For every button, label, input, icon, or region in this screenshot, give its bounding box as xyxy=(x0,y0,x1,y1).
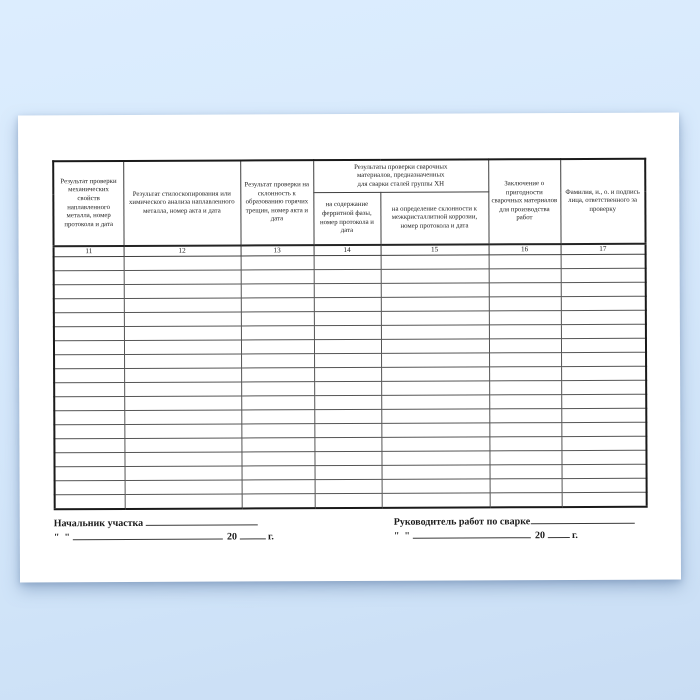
table-cell xyxy=(381,283,489,297)
table-cell xyxy=(381,381,489,395)
table-cell xyxy=(124,340,241,355)
table-cell xyxy=(124,396,241,411)
table-cell xyxy=(124,284,241,299)
welding-materials-journal-table xyxy=(52,158,648,511)
table-cell xyxy=(125,494,242,509)
table-cell xyxy=(125,480,242,495)
table-cell xyxy=(381,353,489,367)
column-number-14: 14 xyxy=(314,245,381,256)
table-cell xyxy=(490,479,562,493)
table-cell xyxy=(241,354,314,368)
table-cell xyxy=(54,439,124,453)
table-cell xyxy=(55,467,125,481)
table-cell xyxy=(489,367,561,381)
table-cell xyxy=(315,479,382,493)
table-cell xyxy=(561,408,646,422)
table-cell xyxy=(381,339,489,353)
table-cell xyxy=(54,411,124,425)
table-cell xyxy=(561,352,646,366)
table-cell xyxy=(54,355,124,369)
day-quotes: " " xyxy=(393,530,410,542)
table-cell xyxy=(242,480,315,494)
column-number-17: 17 xyxy=(561,244,646,255)
fill-in-line xyxy=(548,528,570,538)
table-cell xyxy=(561,366,646,380)
table-cell xyxy=(124,410,241,425)
signature-label: Начальник участка xyxy=(53,517,144,530)
table-cell xyxy=(561,422,646,436)
table-cell xyxy=(314,269,381,283)
table-cell xyxy=(241,438,314,452)
table-cell xyxy=(561,282,646,296)
fill-in-line xyxy=(73,530,223,541)
table-cell xyxy=(54,453,124,467)
table-cell xyxy=(382,493,490,508)
table-cell xyxy=(54,341,124,355)
group-header: Результаты проверки сварочных материалов, предназначенных для сварки сталей группы ХН xyxy=(313,159,488,192)
table-cell xyxy=(489,395,561,409)
table-cell xyxy=(561,394,646,408)
table-cell xyxy=(315,465,382,479)
table-header xyxy=(53,159,645,257)
table-cell xyxy=(381,269,489,283)
year-suffix: г. xyxy=(571,530,578,542)
table-cell xyxy=(314,381,381,395)
table-cell xyxy=(242,466,315,480)
column-number-11: 11 xyxy=(54,246,124,257)
signature-line-2 xyxy=(54,529,274,544)
table-cell xyxy=(382,465,490,479)
table-cell xyxy=(314,423,381,437)
table-cell xyxy=(54,369,124,383)
column-number-12: 12 xyxy=(124,245,241,256)
table-cell xyxy=(314,311,381,325)
table-cell xyxy=(241,270,314,284)
signature-line-1 xyxy=(54,515,274,530)
table-cell xyxy=(54,327,124,341)
table-cell xyxy=(124,452,241,467)
table-cell xyxy=(561,450,646,464)
year-suffix: г. xyxy=(267,531,274,543)
table-cell xyxy=(124,382,241,397)
table-cell xyxy=(314,367,381,381)
table-cell xyxy=(314,339,381,353)
table-cell xyxy=(381,423,489,437)
table-cell xyxy=(241,410,314,424)
table-cell xyxy=(241,368,314,382)
header-row-top xyxy=(53,159,645,194)
table-cell xyxy=(315,493,382,508)
table-cell xyxy=(314,255,381,269)
table-body xyxy=(54,254,647,509)
table-cell xyxy=(124,368,241,383)
table-cell xyxy=(489,325,561,339)
table-cell xyxy=(489,353,561,367)
table-cell xyxy=(241,424,314,438)
table-cell xyxy=(55,495,125,510)
table-cell xyxy=(561,380,646,394)
day-quotes: " " xyxy=(53,532,70,544)
table-cell xyxy=(54,271,124,285)
table-cell xyxy=(381,325,489,339)
table-cell xyxy=(489,423,561,437)
table-cell xyxy=(314,325,381,339)
table-cell xyxy=(381,409,489,423)
table-cell xyxy=(241,340,314,354)
table-cell xyxy=(124,424,241,439)
table-cell xyxy=(241,326,314,340)
table-cell xyxy=(381,255,489,269)
table-cell xyxy=(241,396,314,410)
table-cell xyxy=(562,464,647,478)
table-cell xyxy=(489,311,561,325)
table-cell xyxy=(54,383,124,397)
table-cell xyxy=(54,425,124,439)
table-cell xyxy=(490,465,562,479)
table-cell xyxy=(124,326,241,341)
year-prefix: 20 xyxy=(534,530,545,542)
table-cell xyxy=(381,311,489,325)
table-cell xyxy=(314,409,381,423)
table-cell xyxy=(54,299,124,313)
table-cell xyxy=(241,284,314,298)
table-cell xyxy=(489,437,561,451)
table-cell xyxy=(381,395,489,409)
table-cell xyxy=(124,312,241,327)
table-cell xyxy=(489,297,561,311)
table-cell xyxy=(489,451,561,465)
table-cell xyxy=(561,324,646,338)
table-cell xyxy=(314,451,381,465)
table-cell xyxy=(314,297,381,311)
table-cell xyxy=(314,395,381,409)
table-cell xyxy=(241,298,314,312)
column-header-13: Результат проверки на склонность к образованию горячих трещин, номер акта и дата xyxy=(240,160,313,245)
table-cell xyxy=(241,312,314,326)
column-header-15: на определение склонности к межкристаллитной коррозии, номер протокола и дата xyxy=(380,192,488,245)
table-cell xyxy=(561,338,646,352)
column-header-17: Фамилия, и., о. и подпись лица, ответственного за проверку xyxy=(560,159,645,244)
table-cell xyxy=(241,382,314,396)
table-cell xyxy=(124,256,241,271)
table-cell xyxy=(381,297,489,311)
column-header-14: на содержание ферритной фазы, номер протокола и дата xyxy=(313,192,380,245)
fill-in-line xyxy=(413,528,531,539)
table-cell xyxy=(561,254,646,268)
fill-in-line xyxy=(531,514,635,524)
table-cell xyxy=(314,437,381,451)
table-cell xyxy=(125,466,242,481)
document-page xyxy=(18,113,681,583)
column-number-16: 16 xyxy=(489,244,561,255)
column-header-16: Заключение о пригодности сварочных материалов для производства работ xyxy=(488,159,560,244)
column-number-15: 15 xyxy=(381,244,489,255)
table-cell xyxy=(124,298,241,313)
table-cell xyxy=(381,367,489,381)
table-cell xyxy=(314,283,381,297)
table-cell xyxy=(54,397,124,411)
table-cell xyxy=(561,310,646,324)
table-cell xyxy=(489,409,561,423)
table-cell xyxy=(241,256,314,270)
column-header-11: Результат проверки механических свойств наплавленного металла, номер протокола и дата xyxy=(53,161,123,246)
table-cell xyxy=(55,481,125,495)
table-cell xyxy=(381,437,489,451)
table-cell xyxy=(54,257,124,271)
fill-in-line xyxy=(240,529,266,539)
table-cell xyxy=(561,436,646,450)
table-cell xyxy=(562,478,647,492)
table-cell xyxy=(54,285,124,299)
signature-line-1 xyxy=(394,514,635,529)
table-cell xyxy=(489,339,561,353)
table-row xyxy=(55,492,647,509)
table-cell xyxy=(124,354,241,369)
table-cell xyxy=(561,268,646,282)
table-cell xyxy=(314,353,381,367)
column-header-12: Результат стилоскопирования или химического анализа наплавленного металла, номер акта и дата xyxy=(123,160,240,246)
table-cell xyxy=(124,438,241,453)
table-cell xyxy=(561,296,646,310)
signature-label: Руководитель работ по сварке xyxy=(393,516,531,528)
signature-line-2 xyxy=(394,528,635,543)
table-cell xyxy=(489,269,561,283)
column-number-13: 13 xyxy=(241,245,314,256)
table-cell xyxy=(490,493,562,508)
signature-block-right xyxy=(394,514,636,543)
table-cell xyxy=(489,381,561,395)
table-cell xyxy=(381,451,489,465)
signature-block-left xyxy=(54,515,274,544)
table-cell xyxy=(489,283,561,297)
table-cell xyxy=(242,494,315,509)
table-cell xyxy=(241,452,314,466)
table-cell xyxy=(562,492,647,507)
table-cell xyxy=(382,479,490,493)
table-cell xyxy=(489,255,561,269)
fill-in-line xyxy=(146,515,258,525)
table-cell xyxy=(124,270,241,285)
year-prefix: 20 xyxy=(226,531,237,543)
table-cell xyxy=(54,313,124,327)
